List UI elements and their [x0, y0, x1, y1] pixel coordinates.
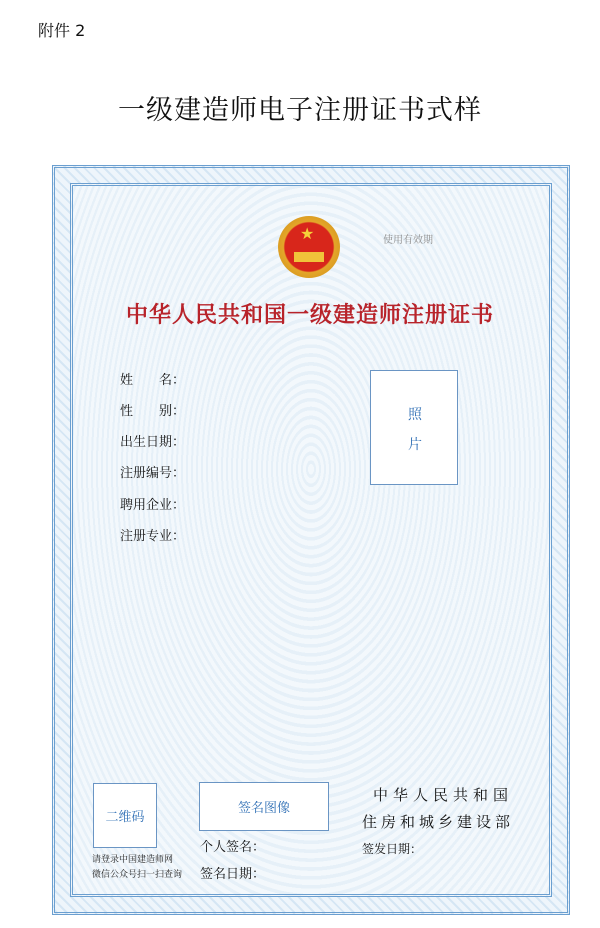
signature-image-box: 签名图像 — [199, 782, 329, 831]
photo-label-2: 片 — [408, 437, 422, 453]
field-birthdate: 出生日期： — [120, 435, 186, 450]
field-employer: 聘用企业： — [120, 498, 186, 513]
personal-signature-label: 个人签名： — [200, 840, 266, 855]
signature-date-label: 签名日期： — [200, 867, 266, 882]
validity-label: 使用有效期 — [383, 235, 433, 246]
document-title: 一级建造师电子注册证书式样 — [118, 95, 482, 126]
qr-label: 二维码 — [105, 810, 145, 825]
attachment-label: 附件 2 — [38, 21, 86, 40]
certificate-title: 中华人民共和国一级建造师注册证书 — [125, 303, 494, 328]
qr-note-line-2: 微信公众号扫一扫查询 — [92, 870, 183, 880]
national-emblem-icon: ★ — [278, 216, 340, 278]
field-registration-number: 注册编号： — [120, 466, 186, 481]
field-specialty: 注册专业： — [120, 529, 186, 544]
qr-code-box — [93, 783, 157, 848]
field-name: 姓 名： — [120, 373, 186, 388]
photo-label-1: 照 — [408, 407, 422, 423]
issuer-line-2: 住房和城乡建设部 — [362, 813, 515, 831]
issue-date-label: 签发日期： — [362, 842, 423, 856]
qr-note-line-1: 请登录中国建造师网 — [92, 855, 174, 865]
field-gender: 性 别： — [120, 404, 186, 419]
photo-box — [370, 370, 458, 485]
issuer-line-1: 中华人民共和国 — [373, 786, 514, 804]
